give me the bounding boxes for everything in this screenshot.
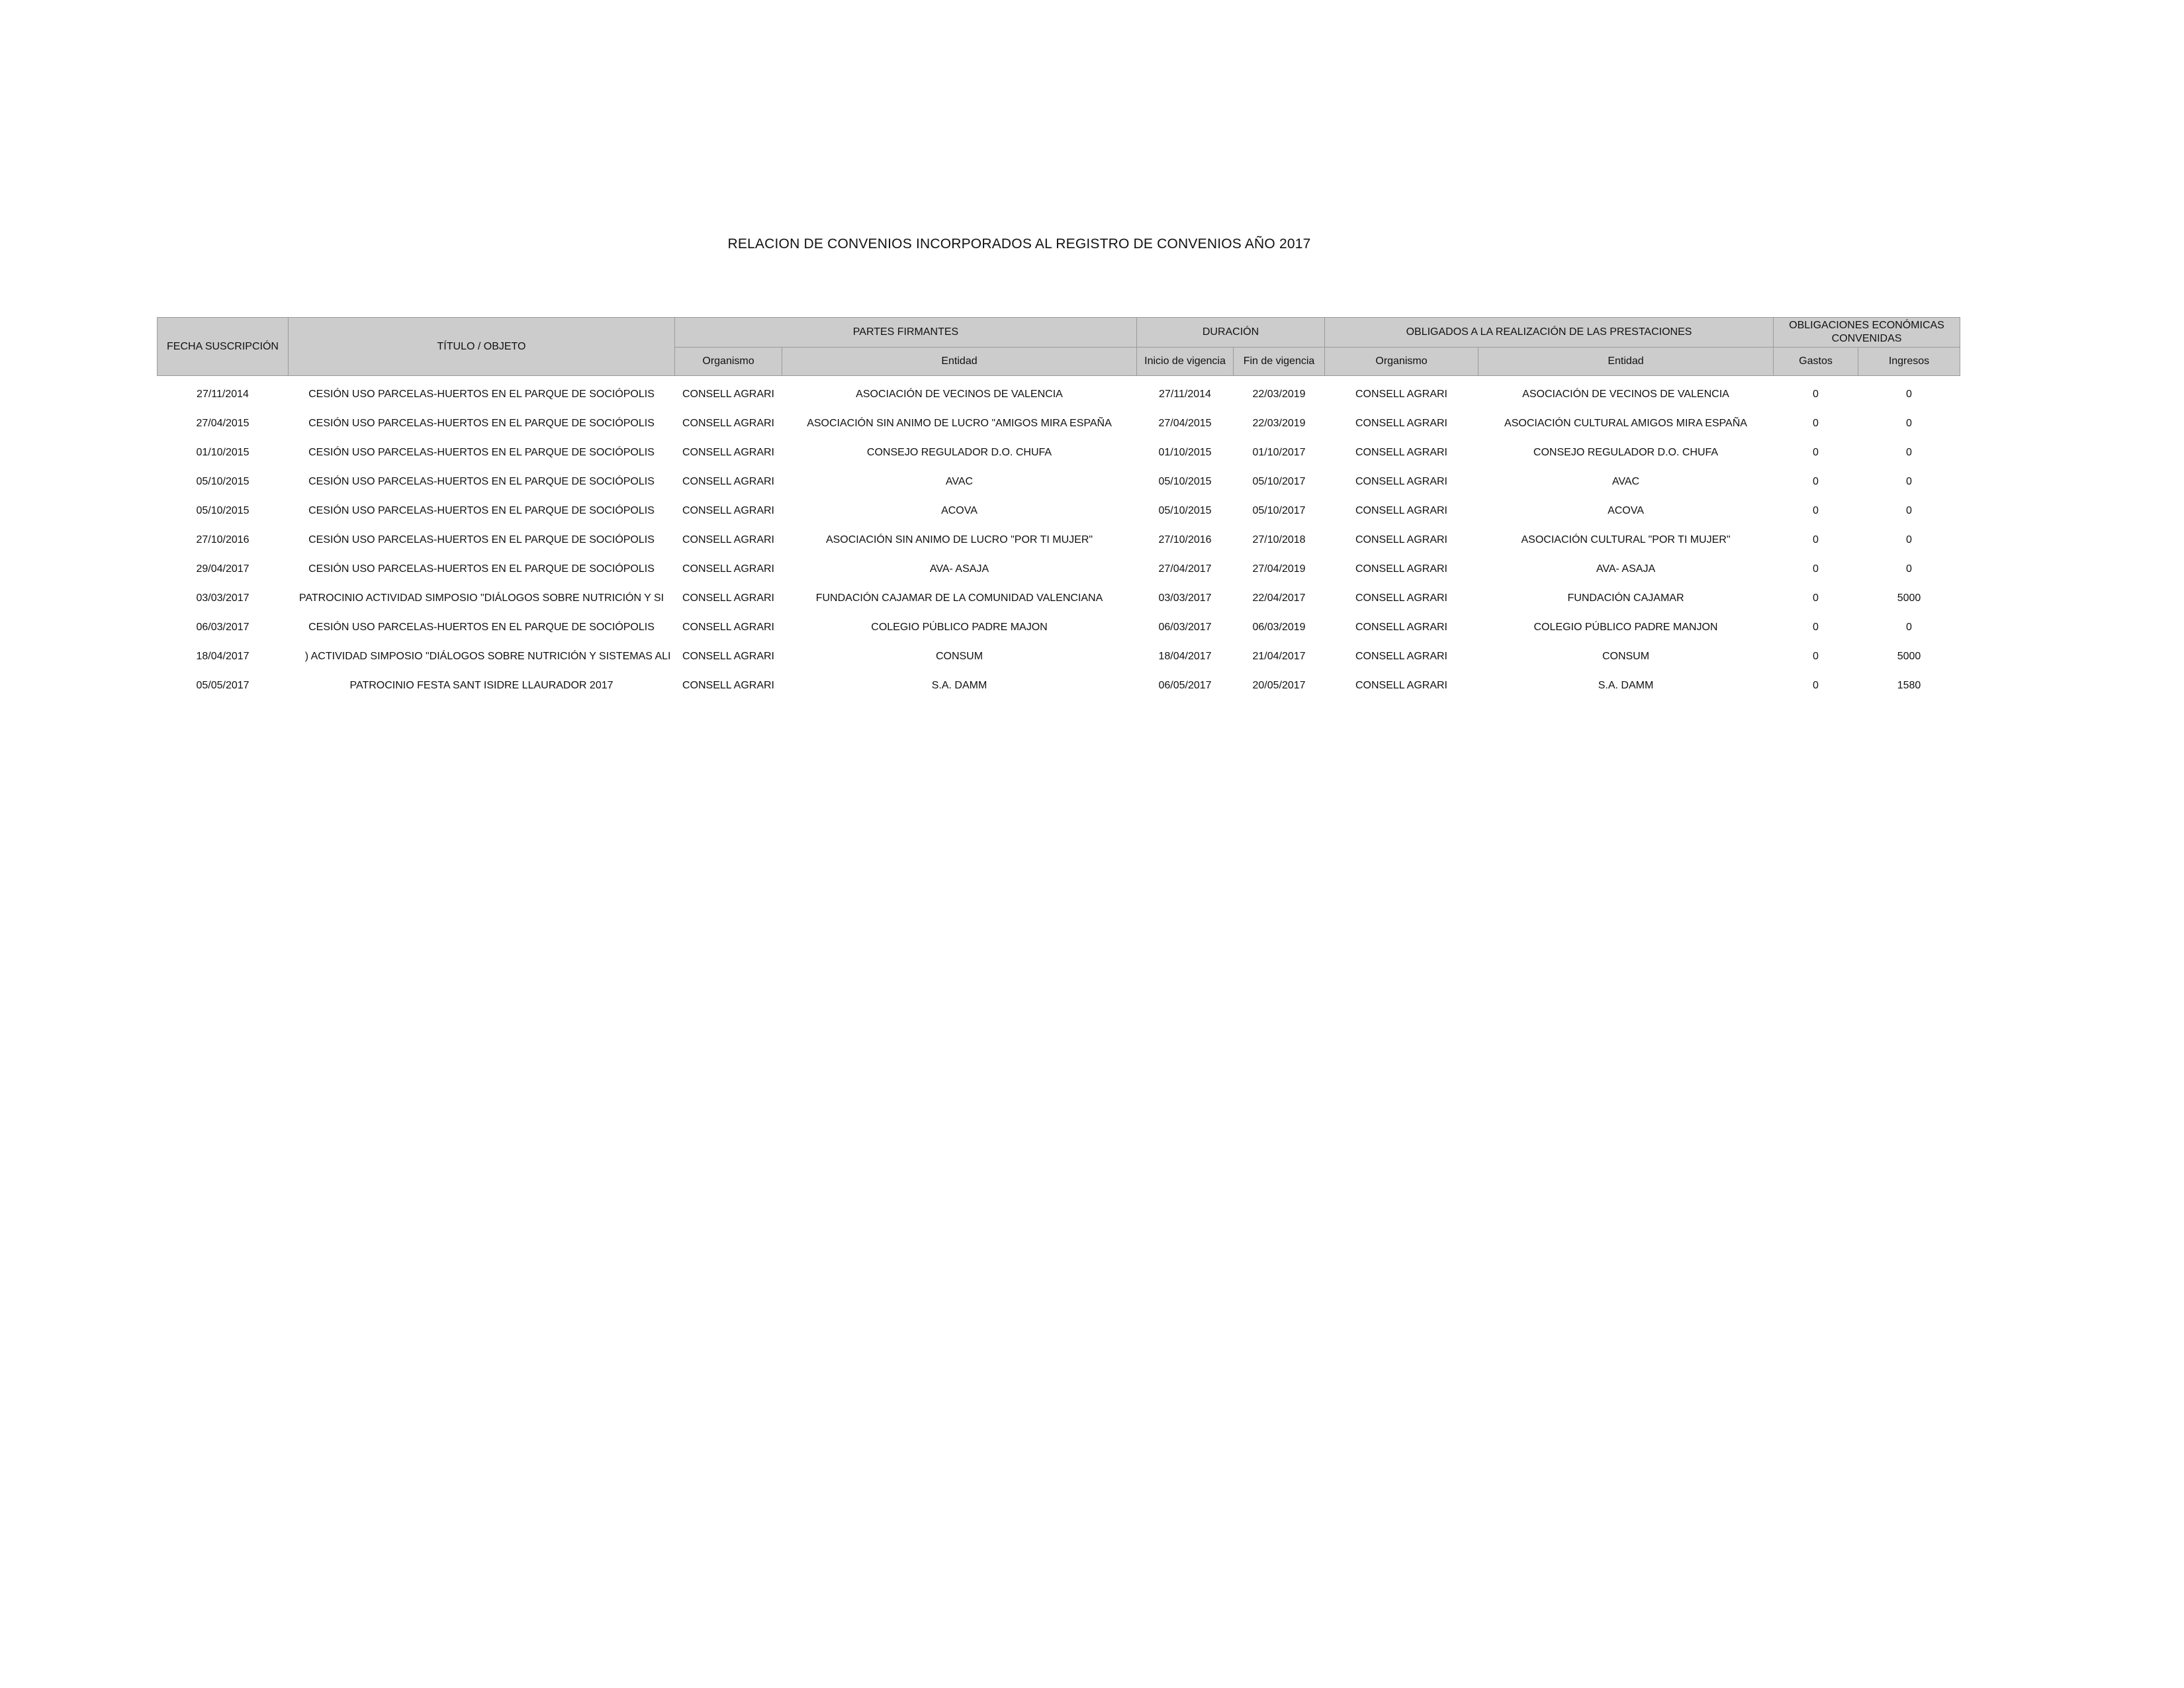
cell-titulo: PATROCINIO FESTA SANT ISIDRE LLAURADOR 2017 xyxy=(349,680,614,691)
cell-entidad: CONSEJO REGULADOR D.O. CHUFA xyxy=(866,447,1052,458)
header-fin-vigencia: Fin de vigencia xyxy=(1234,348,1325,376)
cell-entidad: AVA- ASAJA xyxy=(929,563,989,575)
cell-organismo: CONSELL AGRARI xyxy=(682,389,774,400)
cell-fecha: 27/10/2016 xyxy=(196,534,250,545)
cell-titulo: CESIÓN USO PARCELAS-HUERTOS EN EL PARQUE DE SOCIÓPOLIS xyxy=(308,505,655,516)
cell-organismo: CONSELL AGRARI xyxy=(682,447,774,458)
cell-entidad-obligada: FUNDACIÓN CAJAMAR xyxy=(1567,592,1684,604)
cell-ingresos: 1580 xyxy=(1897,680,1921,691)
cell-gastos: 0 xyxy=(1813,418,1819,429)
cell-inicio-vigencia: 27/11/2014 xyxy=(1159,389,1211,400)
cell-entidad-obligada: COLEGIO PÚBLICO PADRE MANJON xyxy=(1533,622,1718,633)
cell-organismo-obligado: CONSELL AGRARI xyxy=(1355,592,1447,604)
convenios-table xyxy=(157,317,1960,700)
table-row xyxy=(158,555,1960,584)
cell-inicio-vigencia: 27/10/2016 xyxy=(1158,534,1212,545)
cell-fecha: 03/03/2017 xyxy=(196,592,250,604)
header-organismo-obligado: Organismo xyxy=(1325,348,1479,376)
cell-entidad-obligada: ACOVA xyxy=(1608,505,1644,516)
cell-entidad-obligada: ASOCIACIÓN DE VECINOS DE VALENCIA xyxy=(1522,389,1729,400)
cell-organismo: CONSELL AGRARI xyxy=(682,592,774,604)
cell-titulo: CESIÓN USO PARCELAS-HUERTOS EN EL PARQUE DE SOCIÓPOLIS xyxy=(308,563,655,575)
cell-organismo: CONSELL AGRARI xyxy=(682,680,774,691)
header-entidad: Entidad xyxy=(782,348,1137,376)
table-row xyxy=(158,671,1960,700)
cell-inicio-vigencia: 18/04/2017 xyxy=(1158,651,1212,662)
cell-entidad: ASOCIACIÓN SIN ANIMO DE LUCRO "POR TI MUJER" xyxy=(825,534,1093,545)
cell-entidad: ASOCIACIÓN SIN ANIMO DE LUCRO "AMIGOS MIRA ESPAÑA xyxy=(807,418,1112,429)
cell-organismo-obligado: CONSELL AGRARI xyxy=(1355,651,1447,662)
header-entidad-obligada: Entidad xyxy=(1479,348,1774,376)
cell-gastos: 0 xyxy=(1813,680,1819,691)
cell-entidad: ACOVA xyxy=(941,505,978,516)
cell-fin-vigencia: 20/05/2017 xyxy=(1252,680,1306,691)
cell-inicio-vigencia: 27/04/2015 xyxy=(1158,418,1212,429)
cell-fin-vigencia: 22/04/2017 xyxy=(1252,592,1306,604)
header-fecha-suscripcion: FECHA SUSCRIPCIÓN xyxy=(158,318,289,376)
cell-inicio-vigencia: 06/03/2017 xyxy=(1158,622,1212,633)
cell-organismo-obligado: CONSELL AGRARI xyxy=(1355,418,1447,429)
cell-entidad: S.A. DAMM xyxy=(931,680,987,691)
header-ingresos: Ingresos xyxy=(1858,348,1960,376)
table-row xyxy=(158,642,1960,671)
cell-titulo: CESIÓN USO PARCELAS-HUERTOS EN EL PARQUE DE SOCIÓPOLIS xyxy=(308,622,655,633)
table-row xyxy=(158,526,1960,555)
cell-organismo-obligado: CONSELL AGRARI xyxy=(1355,680,1447,691)
cell-inicio-vigencia: 06/05/2017 xyxy=(1158,680,1212,691)
cell-gastos: 0 xyxy=(1813,592,1819,604)
cell-organismo-obligado: CONSELL AGRARI xyxy=(1355,534,1447,545)
cell-organismo: CONSELL AGRARI xyxy=(682,622,774,633)
table-row xyxy=(158,438,1960,467)
cell-organismo: CONSELL AGRARI xyxy=(682,505,774,516)
cell-organismo: CONSELL AGRARI xyxy=(682,563,774,575)
cell-entidad-obligada: AVA- ASAJA xyxy=(1596,563,1656,575)
cell-organismo-obligado: CONSELL AGRARI xyxy=(1355,447,1447,458)
cell-inicio-vigencia: 05/10/2015 xyxy=(1158,505,1212,516)
cell-gastos: 0 xyxy=(1813,389,1819,400)
cell-fin-vigencia: 27/04/2019 xyxy=(1252,563,1306,575)
cell-titulo: CESIÓN USO PARCELAS-HUERTOS EN EL PARQUE DE SOCIÓPOLIS xyxy=(308,418,655,429)
header-obligados: OBLIGADOS A LA REALIZACIÓN DE LAS PRESTACIONES xyxy=(1325,318,1774,348)
cell-ingresos: 5000 xyxy=(1897,651,1921,662)
table-header xyxy=(158,318,1960,376)
cell-gastos: 0 xyxy=(1813,651,1819,662)
header-gastos: Gastos xyxy=(1774,348,1858,376)
cell-titulo: ) ACTIVIDAD SIMPOSIO "DIÁLOGOS SOBRE NUTRICIÓN Y SISTEMAS ALI xyxy=(304,651,671,662)
cell-entidad-obligada: AVAC xyxy=(1612,476,1640,487)
cell-ingresos: 0 xyxy=(1906,505,1912,516)
cell-entidad-obligada: CONSUM xyxy=(1602,651,1650,662)
table-row xyxy=(158,380,1960,409)
table-row xyxy=(158,409,1960,438)
cell-organismo-obligado: CONSELL AGRARI xyxy=(1355,505,1447,516)
cell-fecha: 27/11/2014 xyxy=(197,389,249,400)
cell-fin-vigencia: 05/10/2017 xyxy=(1252,476,1306,487)
cell-fecha: 05/10/2015 xyxy=(196,505,250,516)
cell-inicio-vigencia: 03/03/2017 xyxy=(1158,592,1212,604)
cell-fecha: 27/04/2015 xyxy=(196,418,250,429)
cell-inicio-vigencia: 05/10/2015 xyxy=(1158,476,1212,487)
cell-entidad: CONSUM xyxy=(935,651,983,662)
cell-inicio-vigencia: 27/04/2017 xyxy=(1158,563,1212,575)
cell-fin-vigencia: 22/03/2019 xyxy=(1252,418,1306,429)
cell-gastos: 0 xyxy=(1813,505,1819,516)
cell-organismo-obligado: CONSELL AGRARI xyxy=(1355,389,1447,400)
cell-ingresos: 0 xyxy=(1906,447,1912,458)
cell-organismo-obligado: CONSELL AGRARI xyxy=(1355,622,1447,633)
header-partes-firmantes: PARTES FIRMANTES xyxy=(675,318,1137,348)
cell-fin-vigencia: 22/03/2019 xyxy=(1252,389,1306,400)
cell-fin-vigencia: 27/10/2018 xyxy=(1252,534,1306,545)
cell-organismo: CONSELL AGRARI xyxy=(682,476,774,487)
cell-titulo: PATROCINIO ACTIVIDAD SIMPOSIO "DIÁLOGOS SOBRE NUTRICIÓN Y SI xyxy=(298,592,664,604)
cell-ingresos: 0 xyxy=(1906,418,1912,429)
cell-fin-vigencia: 06/03/2019 xyxy=(1252,622,1306,633)
cell-organismo-obligado: CONSELL AGRARI xyxy=(1355,563,1447,575)
cell-entidad-obligada: ASOCIACIÓN CULTURAL AMIGOS MIRA ESPAÑA xyxy=(1504,418,1747,429)
header-obligaciones-economicas: OBLIGACIONES ECONÓMICAS CONVENIDAS xyxy=(1774,318,1960,348)
header-duracion: DURACIÓN xyxy=(1137,318,1325,348)
header-inicio-vigencia: Inicio de vigencia xyxy=(1137,348,1234,376)
cell-fin-vigencia: 01/10/2017 xyxy=(1252,447,1306,458)
cell-organismo: CONSELL AGRARI xyxy=(682,418,774,429)
header-titulo-objeto: TÍTULO / OBJETO xyxy=(289,318,675,376)
cell-ingresos: 0 xyxy=(1906,563,1912,575)
cell-fecha: 01/10/2015 xyxy=(196,447,250,458)
cell-fecha: 18/04/2017 xyxy=(196,651,250,662)
cell-ingresos: 0 xyxy=(1906,389,1912,400)
cell-fecha: 06/03/2017 xyxy=(196,622,250,633)
cell-entidad: COLEGIO PÚBLICO PADRE MAJON xyxy=(871,622,1048,633)
cell-gastos: 0 xyxy=(1813,622,1819,633)
table-row xyxy=(158,613,1960,642)
cell-fecha: 05/05/2017 xyxy=(196,680,250,691)
cell-ingresos: 0 xyxy=(1906,476,1912,487)
cell-gastos: 0 xyxy=(1813,563,1819,575)
header-organismo: Organismo xyxy=(675,348,782,376)
cell-fin-vigencia: 21/04/2017 xyxy=(1252,651,1306,662)
cell-gastos: 0 xyxy=(1813,534,1819,545)
cell-ingresos: 0 xyxy=(1906,534,1912,545)
cell-fin-vigencia: 05/10/2017 xyxy=(1252,505,1306,516)
table-row xyxy=(158,467,1960,496)
cell-titulo: CESIÓN USO PARCELAS-HUERTOS EN EL PARQUE DE SOCIÓPOLIS xyxy=(308,389,655,400)
cell-fecha: 29/04/2017 xyxy=(196,563,250,575)
cell-entidad: FUNDACIÓN CAJAMAR DE LA COMUNIDAD VALENCIANA xyxy=(815,592,1103,604)
cell-entidad-obligada: CONSEJO REGULADOR D.O. CHUFA xyxy=(1533,447,1719,458)
cell-organismo: CONSELL AGRARI xyxy=(682,651,774,662)
cell-titulo: CESIÓN USO PARCELAS-HUERTOS EN EL PARQUE DE SOCIÓPOLIS xyxy=(308,476,655,487)
cell-ingresos: 5000 xyxy=(1897,592,1921,604)
table-row xyxy=(158,496,1960,526)
cell-organismo-obligado: CONSELL AGRARI xyxy=(1355,476,1447,487)
cell-titulo: CESIÓN USO PARCELAS-HUERTOS EN EL PARQUE DE SOCIÓPOLIS xyxy=(308,534,655,545)
cell-entidad-obligada: S.A. DAMM xyxy=(1598,680,1654,691)
cell-organismo: CONSELL AGRARI xyxy=(682,534,774,545)
cell-entidad: AVAC xyxy=(945,476,974,487)
cell-titulo: CESIÓN USO PARCELAS-HUERTOS EN EL PARQUE DE SOCIÓPOLIS xyxy=(308,447,655,458)
cell-entidad: ASOCIACIÓN DE VECINOS DE VALENCIA xyxy=(856,389,1063,400)
cell-inicio-vigencia: 01/10/2015 xyxy=(1158,447,1212,458)
document-title: RELACION DE CONVENIOS INCORPORADOS AL REGISTRO DE CONVENIOS AÑO 2017 xyxy=(727,236,1311,252)
cell-fecha: 05/10/2015 xyxy=(196,476,250,487)
cell-entidad-obligada: ASOCIACIÓN CULTURAL "POR TI MUJER" xyxy=(1521,534,1731,545)
table-body xyxy=(158,376,1960,701)
cell-gastos: 0 xyxy=(1813,476,1819,487)
cell-gastos: 0 xyxy=(1813,447,1819,458)
cell-ingresos: 0 xyxy=(1906,622,1912,633)
table-row xyxy=(158,584,1960,613)
